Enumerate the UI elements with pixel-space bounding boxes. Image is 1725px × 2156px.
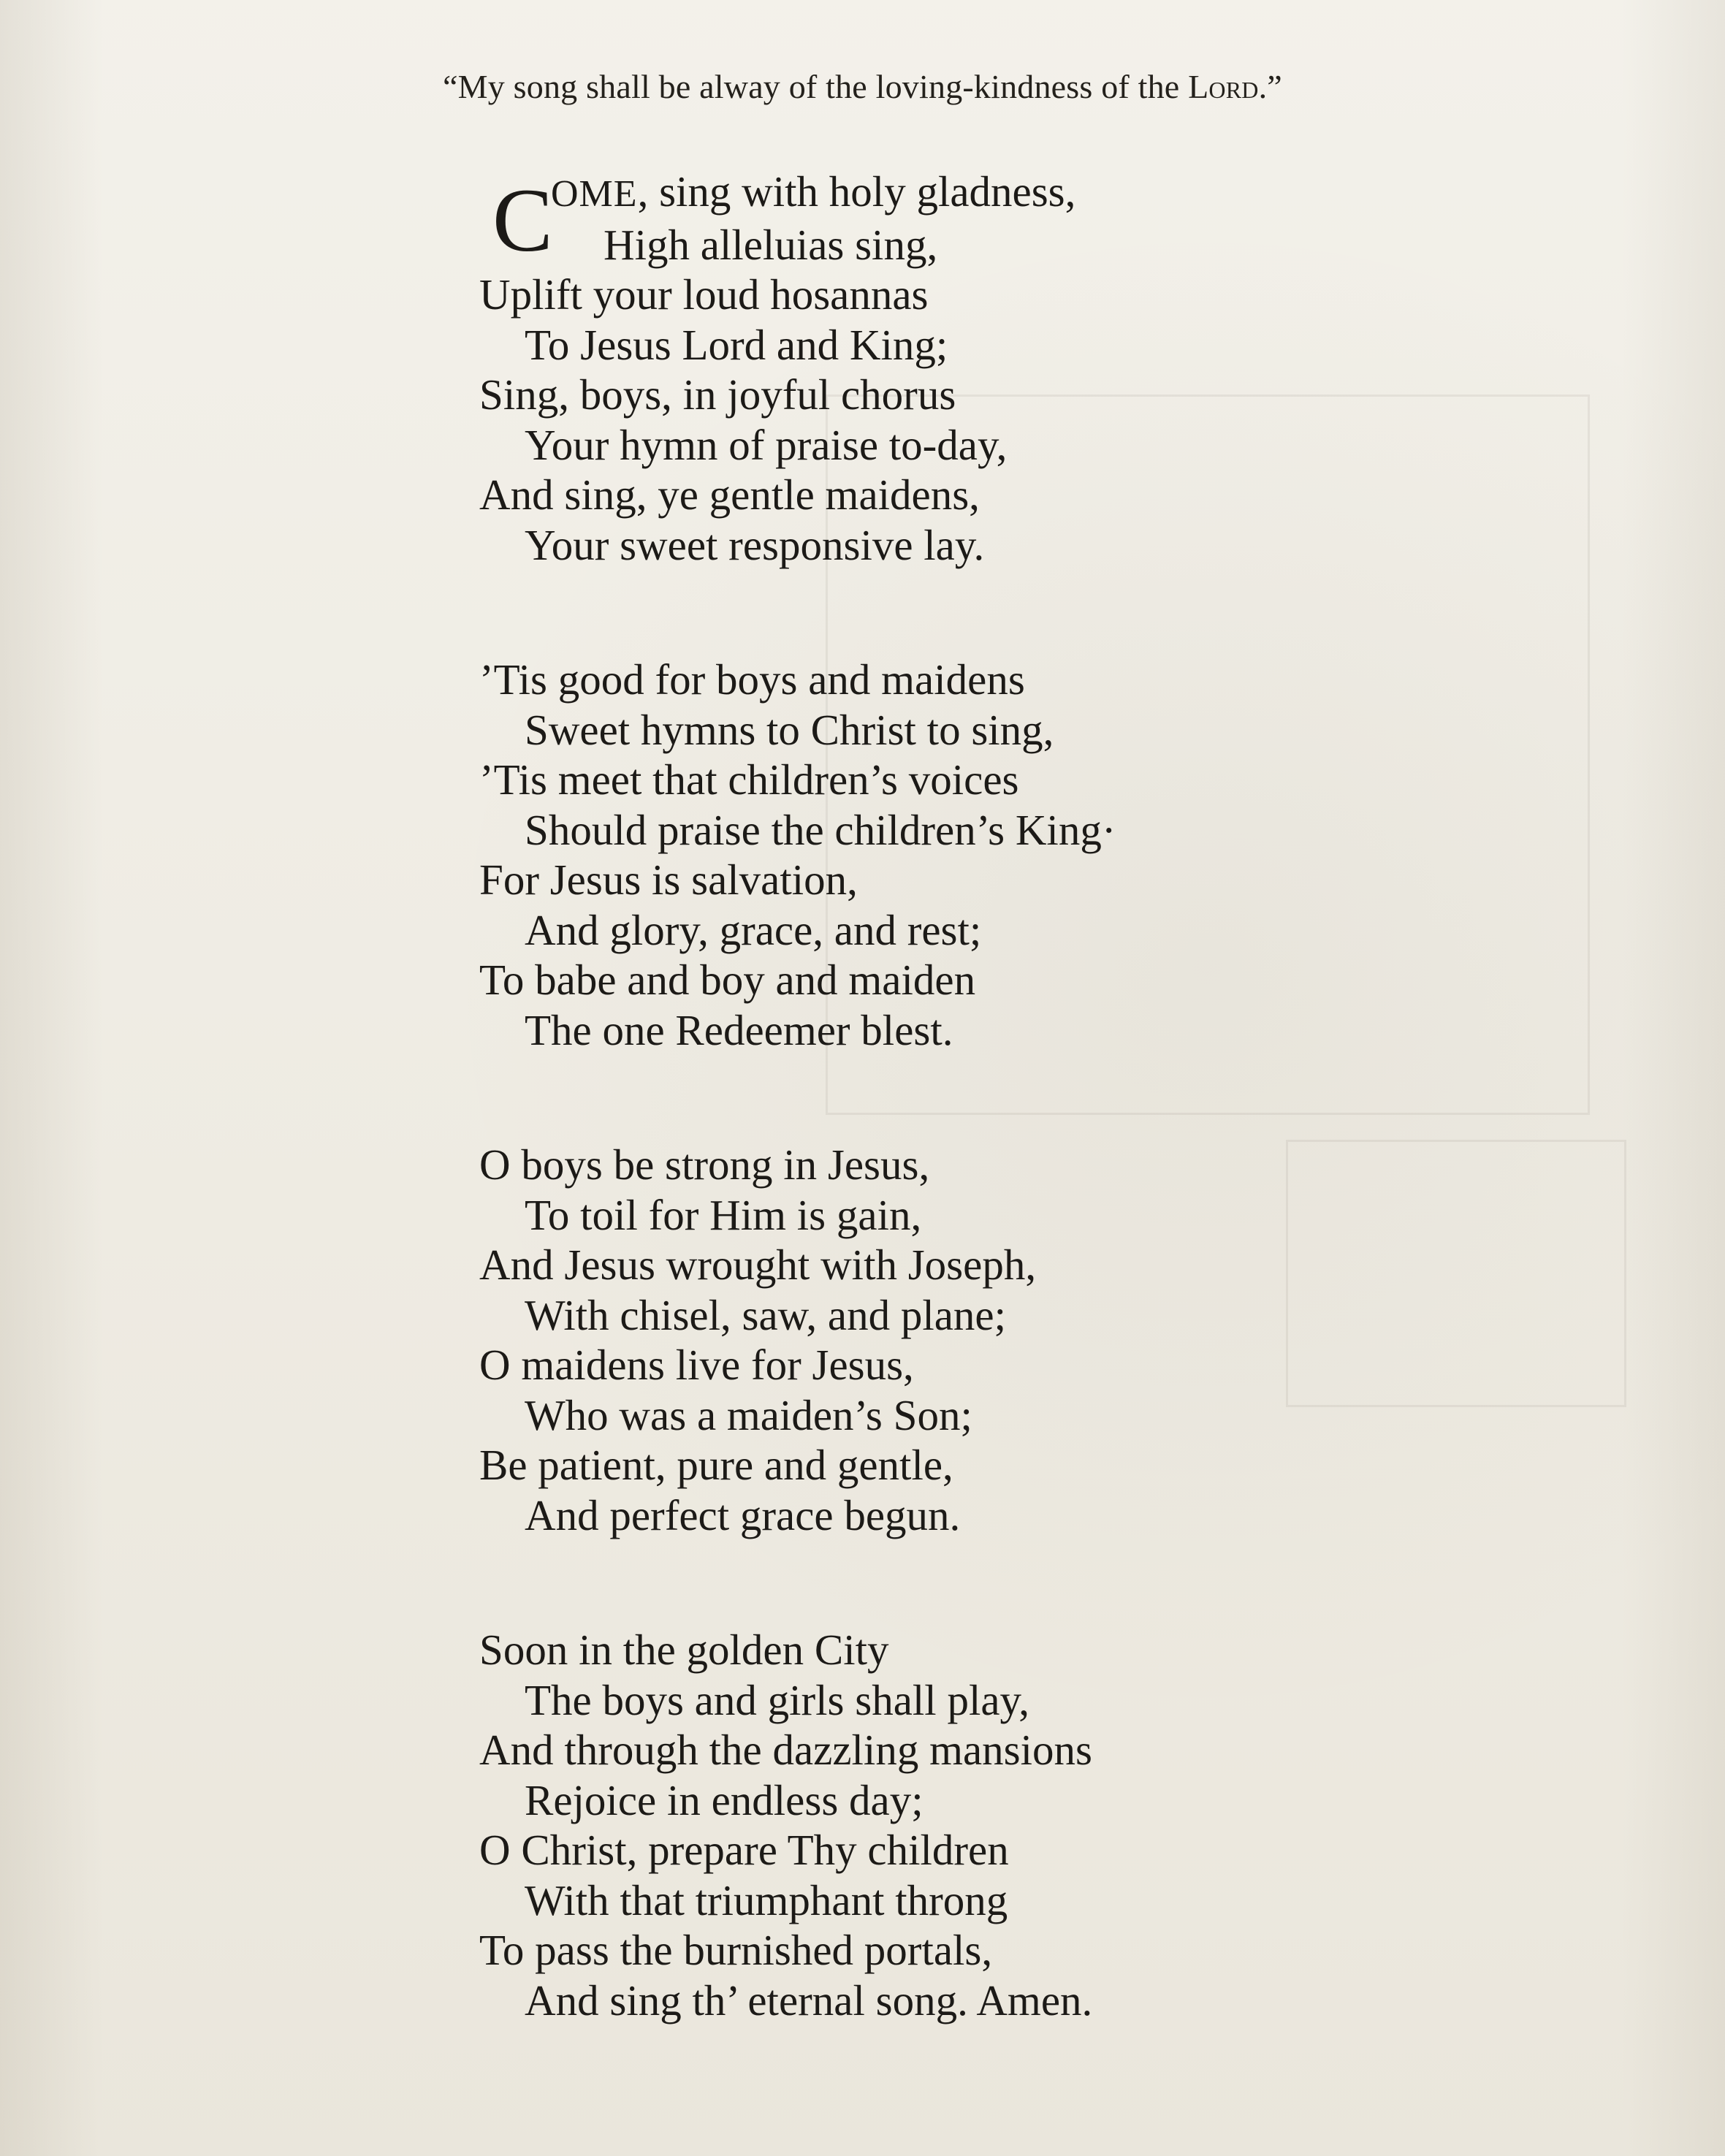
hymn-line: To toil for Him is gain, xyxy=(525,1190,922,1239)
hymn-line: Uplift your loud hosannas xyxy=(479,270,929,319)
epigraph xyxy=(0,67,1725,106)
small-caps-opening: OME xyxy=(551,173,638,215)
hymn-line: Soon in the golden City xyxy=(479,1626,889,1674)
hymn-line: Sing, boys, in joyful chorus xyxy=(479,370,956,419)
hymn-line: With chisel, saw, and plane; xyxy=(525,1290,1006,1339)
hymn-line: For Jesus is salvation, xyxy=(479,856,858,904)
hymn-line: Should praise the children’s King· xyxy=(525,805,1116,854)
hymn-line: And Jesus wrought with Joseph, xyxy=(479,1241,1037,1289)
hymn-line: ’Tis good for boys and maidens xyxy=(479,655,1025,704)
hymn-line: To babe and boy and maiden xyxy=(479,956,976,1004)
hymn-line: And sing th’ eternal song. Amen. xyxy=(525,1976,1093,2024)
hymn-line: Your hymn of praise to-day, xyxy=(525,420,1008,469)
hymn-line: Who was a maiden’s Son; xyxy=(525,1390,972,1439)
stanza-2 xyxy=(479,655,1356,1055)
hymn-line: O boys be strong in Jesus, xyxy=(479,1140,930,1189)
epigraph-lord: Lord xyxy=(1188,68,1259,105)
hymn-line: O Christ, prepare Thy children xyxy=(479,1826,1009,1874)
stanza-4 xyxy=(479,1625,1356,2025)
hymn-line: And sing, ye gentle maidens, xyxy=(479,471,980,519)
hymn-line: Rejoice in endless day; xyxy=(525,1775,924,1824)
hymn-line: To pass the burnished portals, xyxy=(479,1926,993,1974)
hymn-line: High alleluias sing, xyxy=(603,220,938,269)
hymn-line: The one Redeemer blest. xyxy=(525,1005,953,1054)
stanza-3 xyxy=(479,1140,1356,1540)
hymn-line: And glory, grace, and rest; xyxy=(525,905,982,954)
hymn-text xyxy=(479,167,1356,2025)
hymn-line: And perfect grace begun. xyxy=(525,1490,961,1539)
hymn-line: To Jesus Lord and King; xyxy=(525,320,948,369)
drop-cap: C xyxy=(492,170,553,270)
hymn-line: Be patient, pure and gentle, xyxy=(479,1441,953,1489)
hymn-line: The boys and girls shall play, xyxy=(525,1675,1029,1724)
hymn-line: ’Tis meet that children’s voices xyxy=(479,755,1019,804)
hymn-line: O maidens live for Jesus, xyxy=(479,1341,914,1389)
hymn-line: And through the dazzling mansions xyxy=(479,1726,1092,1774)
hymn-line: With that triumphant throng xyxy=(525,1875,1008,1924)
hymn-line: Your sweet responsive lay. xyxy=(525,520,985,569)
hymn-line: Sweet hymns to Christ to sing, xyxy=(525,705,1054,754)
epigraph-text: “My song shall be alway of the loving-kindness of the xyxy=(443,68,1189,105)
line-rest: , sing with holy gladness, xyxy=(637,167,1076,216)
epigraph-close: .” xyxy=(1258,68,1282,105)
stanza-1 xyxy=(479,167,1356,570)
